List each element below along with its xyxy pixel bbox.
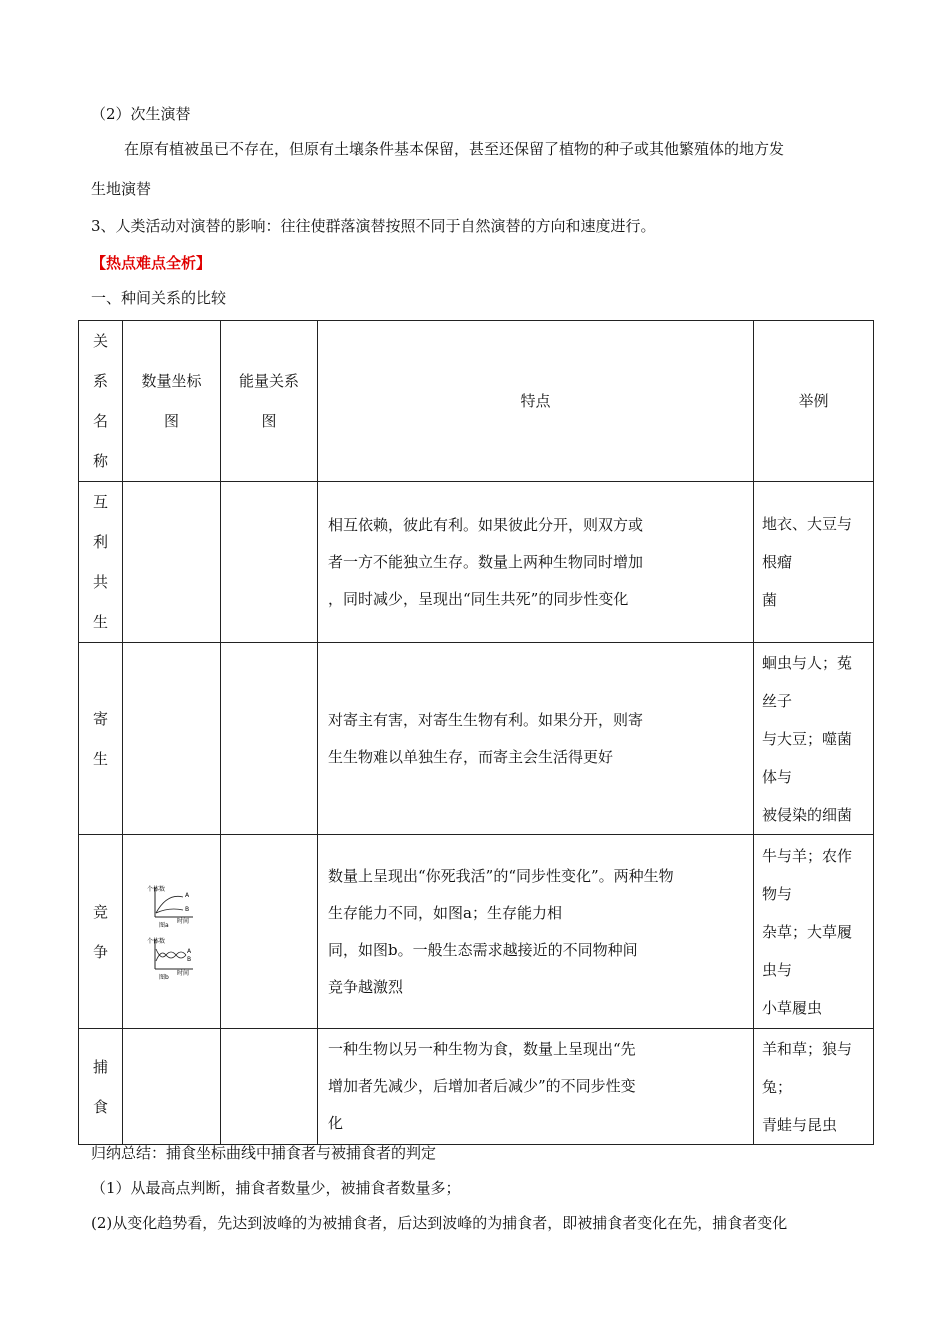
summary-title: 归纳总结：捕食坐标曲线中捕食者与被捕食者的判定 (91, 1144, 437, 1162)
table-row (79, 1029, 874, 1145)
section-2-title: （2）次生演替 (91, 105, 191, 123)
graph-caption-a: 图a (158, 921, 169, 929)
example-cell: 地衣、大豆与 根瘤 菌 (754, 482, 874, 643)
relationship-table (78, 320, 874, 1145)
graph-curve-a-label: A (186, 947, 191, 955)
example-cell: 牛与羊；农作 物与 杂草；大草履 虫与 小草履虫 (754, 835, 874, 1029)
table-header-row (79, 321, 874, 482)
relation-name: 寄 生 (79, 643, 123, 835)
graph-y-label: 个体数 (146, 885, 165, 893)
section-2-text-line-1: 在原有植被虽已不存在，但原有土壤条件基本保留，甚至还保留了植物的种子或其他繁殖体的地方发 (124, 140, 785, 158)
coord-graph-cell (123, 1029, 221, 1145)
hot-topics-title: 【热点难点全析】 (91, 254, 212, 272)
energy-graph-cell (221, 643, 318, 835)
coord-graph-cell (123, 643, 221, 835)
competition-graph-b (147, 935, 197, 981)
section-2-text-line-2: 生地演替 (91, 180, 152, 198)
header-relation-name: 关 系 名 称 (79, 321, 123, 482)
feature-cell: 数量上呈现出“你死我活”的“同步性变化”。两种生物 生存能力不同，如图a；生存能力相 同，如图b。一般生态需求越接近的不同物种间 竞争越激烈 (318, 835, 754, 1029)
summary-point-2: (2)从变化趋势看，先达到波峰的为被捕食者，后达到波峰的为捕食者，即被捕食者变化在先，捕食者变化 (91, 1214, 788, 1232)
summary-point-1: （1）从最高点判断，捕食者数量少，被捕食者数量多； (91, 1179, 461, 1197)
table-row (79, 643, 874, 835)
graph-curve-b-label: B (184, 905, 189, 913)
competition-graph-a (147, 883, 197, 929)
feature-cell: 相互依赖，彼此有利。如果彼此分开，则双方或 者一方不能独立生存。数量上两种生物同时增加 ，同时减少，呈现出“同生共死”的同步性变化 (318, 482, 754, 643)
table-row (79, 482, 874, 643)
feature-cell: 对寄主有害，对寄生生物有利。如果分开，则寄 生生物难以单独生存，而寄主会生活得更好 (318, 643, 754, 835)
graph-y-label: 个体数 (146, 937, 165, 945)
example-cell: 蛔虫与人；菟 丝子 与大豆；噬菌 体与 被侵染的细菌 (754, 643, 874, 835)
header-example: 举例 (754, 321, 874, 482)
coord-graph-cell (123, 482, 221, 643)
header-feature: 特点 (318, 321, 754, 482)
section-3-text: 3、人类活动对演替的影响：往往使群落演替按照不同于自然演替的方向和速度进行。 (91, 217, 656, 235)
feature-cell: 一种生物以另一种生物为食，数量上呈现出“先 增加者先减少，后增加者后减少”的不同步性变 化 (318, 1029, 754, 1145)
header-energy-graph: 能量关系 图 (221, 321, 318, 482)
relation-name: 捕 食 (79, 1029, 123, 1145)
graph-caption-b: 图b (158, 973, 169, 981)
coord-graph-cell (123, 835, 221, 1029)
graph-x-label: 时间 (176, 917, 189, 925)
relation-name: 互 利 共 生 (79, 482, 123, 643)
table-row (79, 835, 874, 1029)
graph-curve-b-label: B (186, 955, 191, 963)
graph-curve-a-label: A (184, 891, 189, 899)
energy-graph-cell (221, 1029, 318, 1145)
example-cell: 羊和草；狼与 兔； 青蛙与昆虫 (754, 1029, 874, 1145)
part-1-title: 一、种间关系的比较 (91, 289, 227, 307)
energy-graph-cell (221, 835, 318, 1029)
header-coord-graph: 数量坐标 图 (123, 321, 221, 482)
relation-name: 竞 争 (79, 835, 123, 1029)
energy-graph-cell (221, 482, 318, 643)
graph-x-label: 时间 (176, 969, 189, 977)
